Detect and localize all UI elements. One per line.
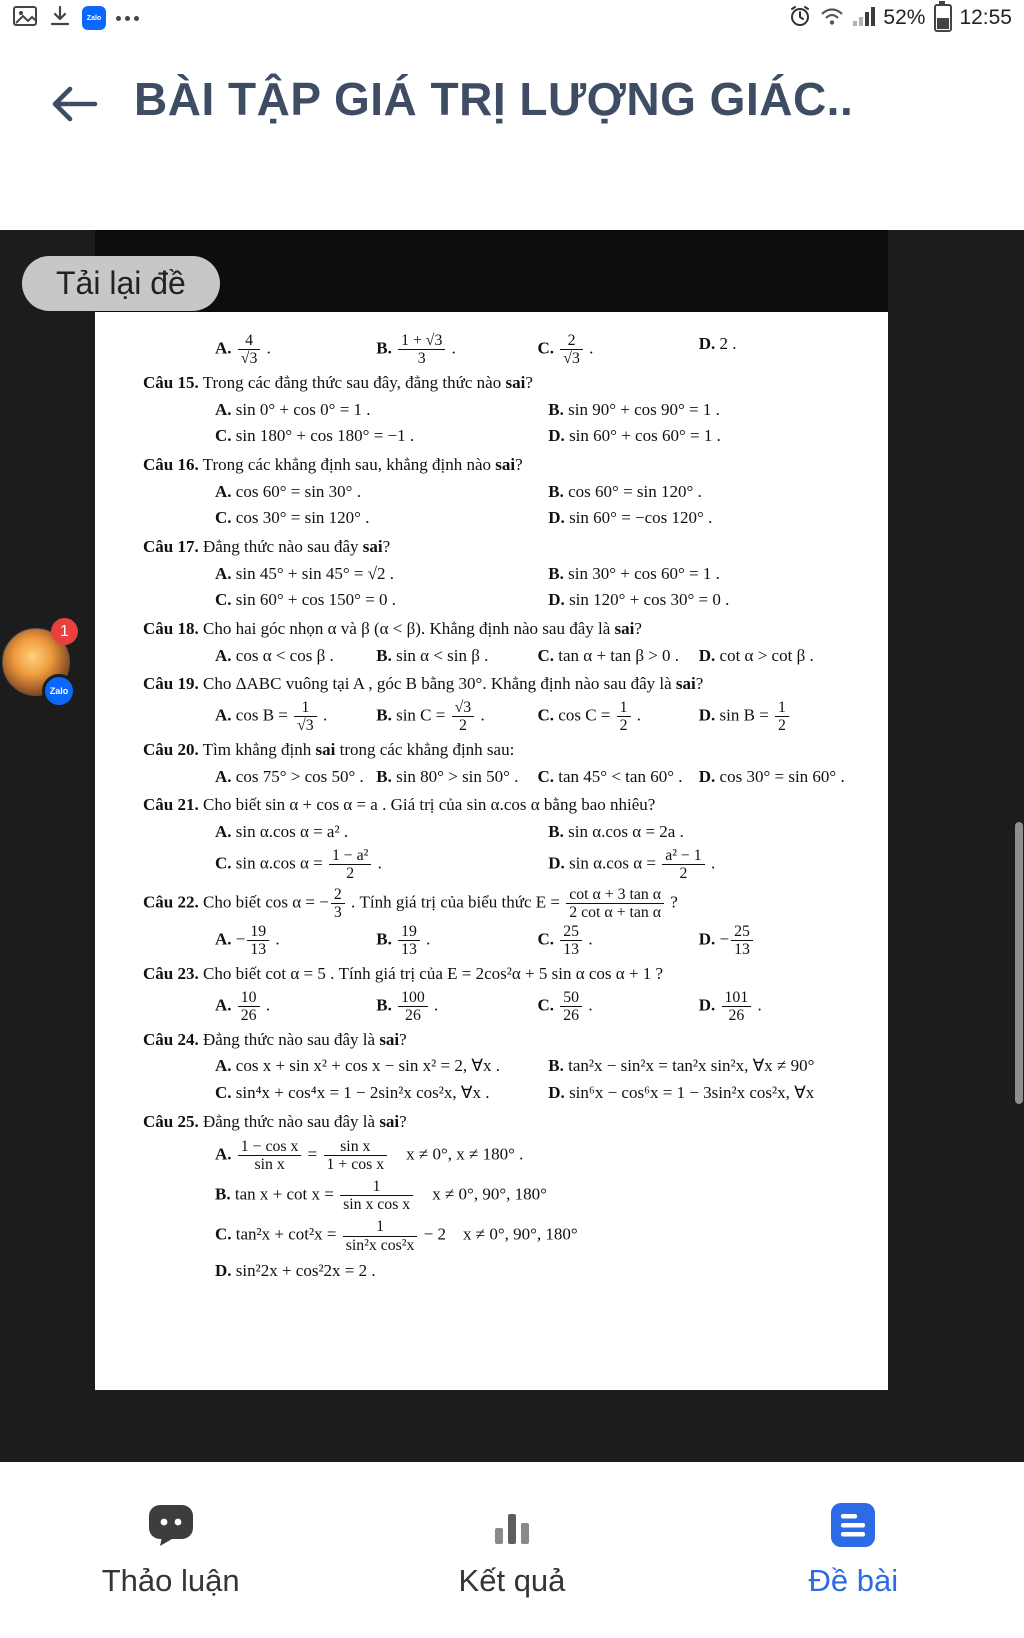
answer-option: C. tan 45° < tan 60° .	[537, 766, 683, 786]
answer-option: D. − $\frac{25}{13}$	[699, 922, 860, 959]
answer-option: C. sin 180° + cos 180° = −1 .	[215, 426, 415, 446]
gallery-icon	[12, 4, 38, 33]
answer-option: A. cos 60° = sin 30° .	[215, 481, 361, 501]
chart-icon	[489, 1502, 535, 1553]
bottom-nav	[0, 1462, 1024, 1638]
chat-head[interactable]	[2, 622, 70, 696]
battery-icon	[934, 4, 952, 32]
question	[143, 738, 860, 790]
wifi-icon	[819, 5, 845, 32]
question	[143, 371, 860, 450]
header	[0, 58, 1024, 178]
question-stem: Câu 23. Cho biết cot α = 5 . Tính giá trị của E = 2cos²α + 5 sin α cos α + 1 ?	[143, 963, 664, 983]
answer-option: B. sin C = $\frac{√3}{2}$ .	[376, 698, 485, 734]
answer-option: D. sin α.cos α = $\frac{\text{a² − 1}}{2}$ .	[548, 846, 716, 882]
options-row	[143, 643, 860, 670]
question-list	[143, 331, 860, 1284]
answer-option: D. sin B = $\frac{1}{2}$	[699, 698, 860, 735]
nav-label-results: Kết quả	[458, 1562, 566, 1598]
answer-option: A. $\frac{\text{1 − cos x}}{\text{sin x}}$ = $\frac{\text{sin x}}{\text{1 + cos x}}$ x ≠ 0°, x ≠ 180° .	[215, 1138, 524, 1174]
answer-option: B. $\frac{1 + √3}{3}$ .	[376, 332, 456, 368]
answer-option: B. sin α.cos α = 2a .	[548, 821, 684, 841]
answer-option: C. $\frac{50}{26}$ .	[537, 988, 593, 1024]
back-button[interactable]	[48, 84, 100, 128]
answer-option: B. $\frac{100}{26}$ .	[376, 988, 439, 1024]
nav-label-exam: Đề bài	[808, 1562, 899, 1598]
answer-option: B. sin 30° + cos 60° = 1 .	[548, 563, 720, 583]
answer-option: C. cos 30° = sin 120° .	[215, 508, 370, 528]
answer-option: B. sin 90° + cos 90° = 1 .	[548, 399, 720, 419]
answer-option: B. sin α < sin β .	[376, 645, 489, 665]
answer-option: C. sin 60° + cos 150° = 0 .	[215, 590, 397, 610]
question-stem: Câu 20. Tìm khẳng định sai trong các khẳng định sau:	[143, 739, 515, 759]
answer-option: B. $\frac{19}{13}$ .	[376, 922, 431, 958]
answer-option: A. cos B = $\frac{1}{√3}$ .	[215, 698, 328, 734]
answer-option: C. tan²x + cot²x = $\frac{1}{\text{sin²x cos²x}}$ − 2 x ≠ 0°, 90°, 180°	[215, 1218, 578, 1254]
question-stem: Câu 25. Đẳng thức nào sau đây là sai?	[143, 1111, 407, 1131]
nav-item-exam[interactable]	[683, 1502, 1024, 1599]
options-row	[143, 698, 860, 735]
options-row	[143, 1053, 860, 1106]
question	[143, 1028, 860, 1107]
reload-exam-button[interactable]: Tải lại đề	[22, 256, 220, 311]
zalo-badge-icon: Zalo	[42, 674, 76, 708]
notification-badge: 1	[51, 618, 78, 645]
more-icon	[116, 16, 139, 21]
answer-option: D. sin²2x + cos²2x = 2 .	[215, 1260, 376, 1280]
answer-option: D. $\frac{101}{26}$ .	[698, 988, 762, 1024]
answer-option: B. cos 60° = sin 120° .	[548, 481, 702, 501]
zalo-app-icon: Zalo	[82, 6, 106, 30]
options-row	[143, 331, 860, 368]
answer-option: A. sin 0° + cos 0° = 1 .	[215, 399, 371, 419]
question-stem: Câu 19. Cho ΔABC vuông tại A , góc B bằng 30°. Khẳng định nào sau đây là sai?	[143, 674, 704, 694]
question	[143, 535, 860, 614]
answer-option: A. − $\frac{19}{13}$ .	[215, 922, 280, 958]
question-stem: Câu 15. Trong các đẳng thức sau đây, đẳng thức nào sai?	[143, 373, 533, 393]
answer-option: D. sin 60° + cos 60° = 1 .	[548, 426, 721, 446]
answer-option: C. sin⁴x + cos⁴x = 1 − 2sin²x cos²x, ∀x .	[215, 1082, 490, 1102]
answer-option: A. cos x + sin x² + cos x − sin x² = 2, ∀x .	[215, 1056, 500, 1076]
question	[143, 672, 860, 735]
answer-option: D. cot α > cot β .	[698, 645, 814, 665]
document-page[interactable]	[95, 312, 888, 1390]
options-row	[143, 988, 860, 1025]
answer-option: B. tan²x − sin²x = tan²x sin²x, ∀x ≠ 90°	[548, 1056, 815, 1076]
answer-option: A. sin 45° + sin 45° = √2 .	[215, 563, 395, 583]
status-left-icons	[12, 4, 139, 33]
nav-label-discussion: Thảo luận	[101, 1562, 240, 1598]
answer-option: A. cos 75° > cos 50° .	[215, 766, 364, 786]
question	[143, 1110, 860, 1285]
options-row	[143, 479, 860, 532]
answer-option: D. sin⁶x − cos⁶x = 1 − 3sin²x cos²x, ∀x	[548, 1082, 815, 1102]
answer-option: B. sin 80° > sin 50° .	[376, 766, 519, 786]
answer-option: D. sin 60° = −cos 120° .	[548, 508, 713, 528]
answer-option: C. $\frac{25}{13}$ .	[537, 922, 593, 958]
answer-option: C. tan α + tan β > 0 .	[537, 645, 680, 665]
answer-option: C. $\frac{2}{√3}$ .	[537, 332, 594, 368]
document-viewer	[0, 230, 1024, 1462]
answer-option: A. $\frac{4}{√3}$ .	[215, 332, 271, 368]
question	[143, 617, 860, 669]
answer-option: C. sin α.cos α = $\frac{\text{1 − a²}}{2}$ .	[215, 846, 382, 882]
answer-option: A. sin α.cos α = a² .	[215, 821, 349, 841]
options-row	[143, 561, 860, 614]
battery-percent: 52%	[883, 6, 926, 29]
question	[143, 962, 860, 1025]
answer-option: A. cos α < cos β .	[215, 645, 334, 665]
status-right-icons	[788, 4, 1012, 33]
alarm-icon	[788, 4, 812, 33]
answer-option: A. $\frac{10}{26}$ .	[215, 988, 271, 1024]
answer-option: D. cos 30° = sin 60° .	[698, 766, 845, 786]
answer-option: D. sin 120° + cos 30° = 0 .	[548, 590, 730, 610]
signal-icon	[852, 5, 876, 32]
options-row	[143, 764, 860, 791]
options-row	[143, 397, 860, 450]
question-stem: Câu 24. Đẳng thức nào sau đây là sai?	[143, 1029, 407, 1049]
question-stem: Câu 22. Cho biết cos α = − $\frac{2}{3}$ . Tính giá trị của biểu thức E = $\frac{\text{cot α + 3 tan α}}{\text{2 cot α + tan α}}$ ?	[143, 885, 678, 921]
options-row	[143, 819, 860, 883]
answer-option: B. tan x + cot x = $\frac{1}{\text{sin x cos x}}$ x ≠ 0°, 90°, 180°	[215, 1178, 547, 1214]
question	[143, 886, 860, 959]
chat-icon	[147, 1502, 195, 1553]
scrollbar[interactable]	[1015, 822, 1023, 1104]
answer-option: C. cos C = $\frac{1}{2}$ .	[537, 698, 642, 734]
nav-item-results[interactable]	[341, 1502, 682, 1599]
question	[143, 793, 860, 882]
options-row	[143, 922, 860, 959]
clock-time: 12:55	[959, 6, 1012, 29]
question	[143, 453, 860, 532]
question-stem: Câu 17. Đẳng thức nào sau đây sai?	[143, 536, 391, 556]
status-bar	[0, 0, 1024, 36]
document-icon	[830, 1502, 876, 1553]
download-icon	[48, 4, 72, 33]
question	[143, 331, 860, 368]
nav-item-discussion[interactable]	[0, 1502, 341, 1599]
question-stem: Câu 18. Cho hai góc nhọn α và β (α < β). Khẳng định nào sau đây là sai?	[143, 618, 642, 638]
options-row	[143, 1137, 860, 1284]
page-title: BÀI TẬP GIÁ TRỊ LƯỢNG GIÁC..	[134, 73, 854, 125]
question-stem: Câu 21. Cho biết sin α + cos α = a . Giá trị của sin α.cos α bằng bao nhiêu?	[143, 795, 656, 815]
answer-option: D. 2 .	[698, 334, 737, 353]
question-stem: Câu 16. Trong các khẳng định sau, khẳng định nào sai?	[143, 455, 523, 475]
